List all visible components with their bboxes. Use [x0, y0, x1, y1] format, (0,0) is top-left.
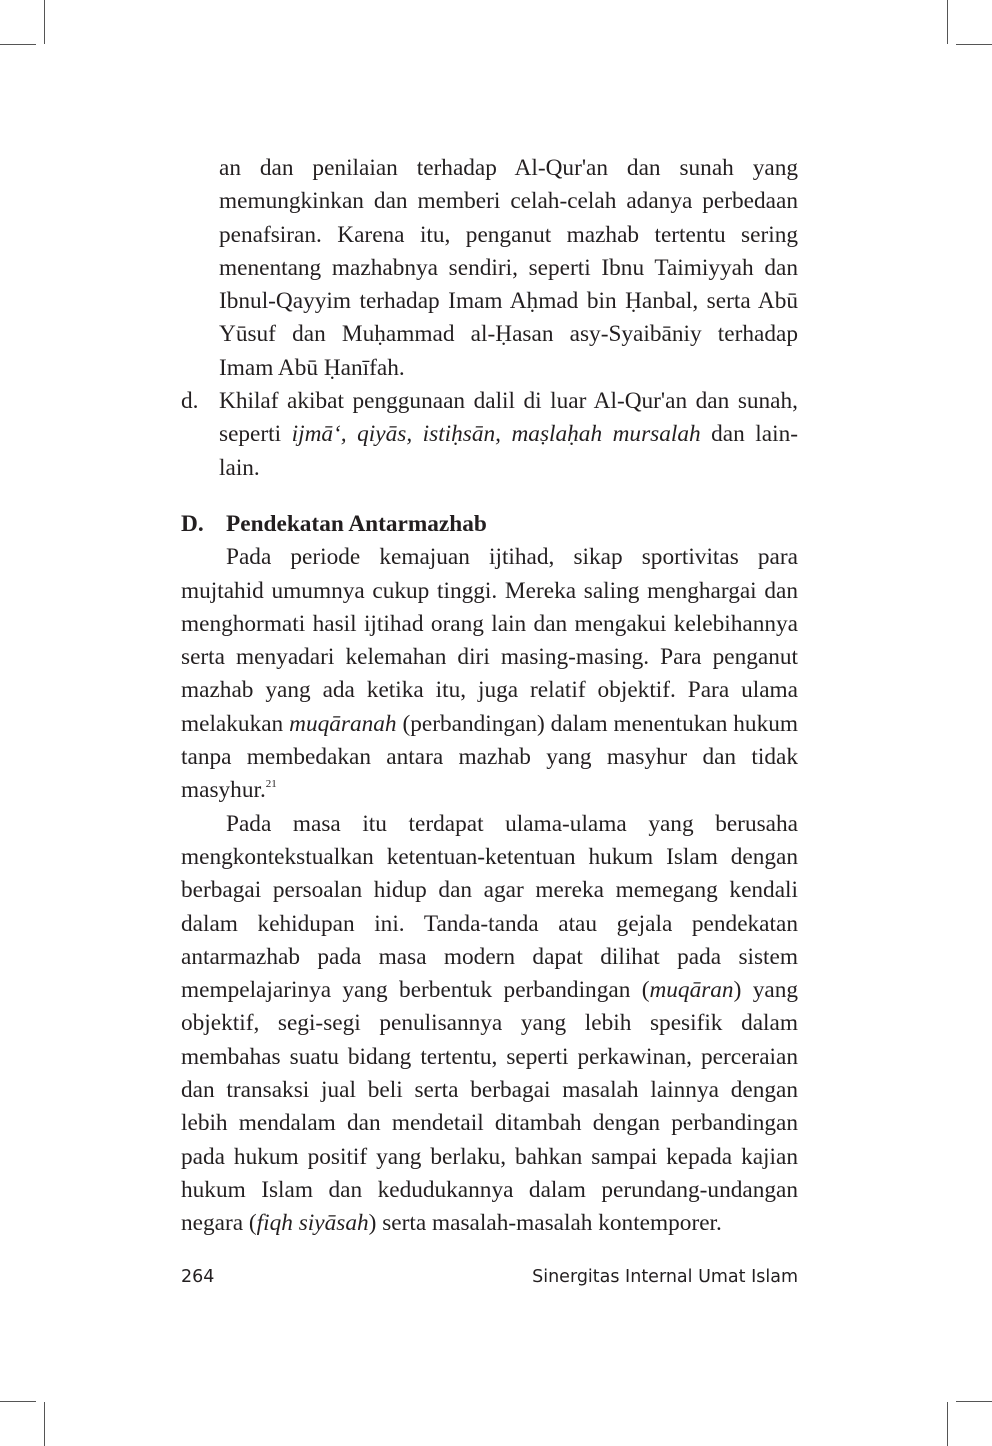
- crop-mark: [0, 44, 36, 45]
- crop-mark: [44, 1402, 45, 1446]
- crop-mark: [956, 1401, 992, 1402]
- section-title: Pendekatan Antarmazhab: [226, 510, 487, 537]
- list-item-d: [181, 385, 798, 485]
- continuation-paragraph: an dan penilaian terhadap Al-Qur'an dan sunah yang memungkinkan dan memberi celah-celah adanya perbedaan penafsiran. Karena itu, penganut mazhab tertentu sering menentang mazhabnya sendiri, seperti Ibnu Taimiyyah dan Ibnul-Qayyim terhadap Imam Aḥmad bin Ḥanbal, serta Abū Yūsuf dan Muḥammad al-Ḥasan asy-Syaibāniy terhadap Imam Abū Ḥanīfah.: [219, 155, 798, 381]
- running-title: Sinergitas Internal Umat Islam: [532, 1267, 798, 1287]
- body-paragraph-2: Pada masa itu terdapat ulama-ulama yang berusaha mengkontekstualkan ketentuan-ketentuan hukum Islam dengan berbagai persoalan hidup dan agar mereka memegang kendali dalam kehidupan ini. Tanda-tanda atau gejala pendekatan antarmazhab pada masa modern dapat dilihat pada sistem mempelajarinya yang berbentuk perbandingan (muqāran) yang objektif, segi-segi penulisannya yang lebih spesifik dalam membahas suatu bidang tertentu, seperti perkawinan, perceraian dan transaksi jual beli serta berbagai masalah lainnya dengan lebih mendalam dan mendetail ditambah dengan perbandingan pada hukum positif yang berlaku, bahkan sampai kepada kajian hukum Islam dan kedudukannya dalam perundang-undangan negara (fiqh siyāsah) serta masalah-masalah kontemporer.: [181, 810, 798, 1237]
- crop-mark: [44, 0, 45, 44]
- italic-terms: ijmā‘, qiyās, istiḥsān, maṣlaḥah mursalah: [291, 421, 701, 448]
- crop-mark: [956, 44, 992, 45]
- crop-mark: [947, 0, 948, 44]
- list-marker: d.: [181, 388, 199, 415]
- body-paragraph-1: Pada periode kemajuan ijtihad, sikap sportivitas para mujtahid umumnya cukup tinggi. Mereka saling menghargai dan menghormati hasil ijtihad orang lain dan mengakui kelebihannya serta menyadari kelemahan diri masing-masing. Para penganut mazhab yang ada ketika itu, juga relatif objektif. Para ulama melakukan muqāranah (perbandingan) dalam menentukan hukum tanpa membedakan antara mazhab yang masyhur dan tidak masyhur.$^{21}$: [181, 544, 798, 804]
- page-number: 264: [181, 1267, 215, 1287]
- crop-mark: [0, 1401, 36, 1402]
- footnote-ref[interactable]: 21: [265, 777, 277, 790]
- section-marker: D.: [181, 510, 204, 537]
- list-item-text: Khilaf akibat penggunaan dalil di luar Al-Qur'an dan sunah, seperti ijmā‘, qiyās, istiḥsān, maṣlaḥah mursalah dan lain-lain.: [219, 388, 798, 481]
- crop-mark: [947, 1402, 948, 1446]
- section-heading: [181, 508, 798, 541]
- page-body: [181, 152, 798, 1241]
